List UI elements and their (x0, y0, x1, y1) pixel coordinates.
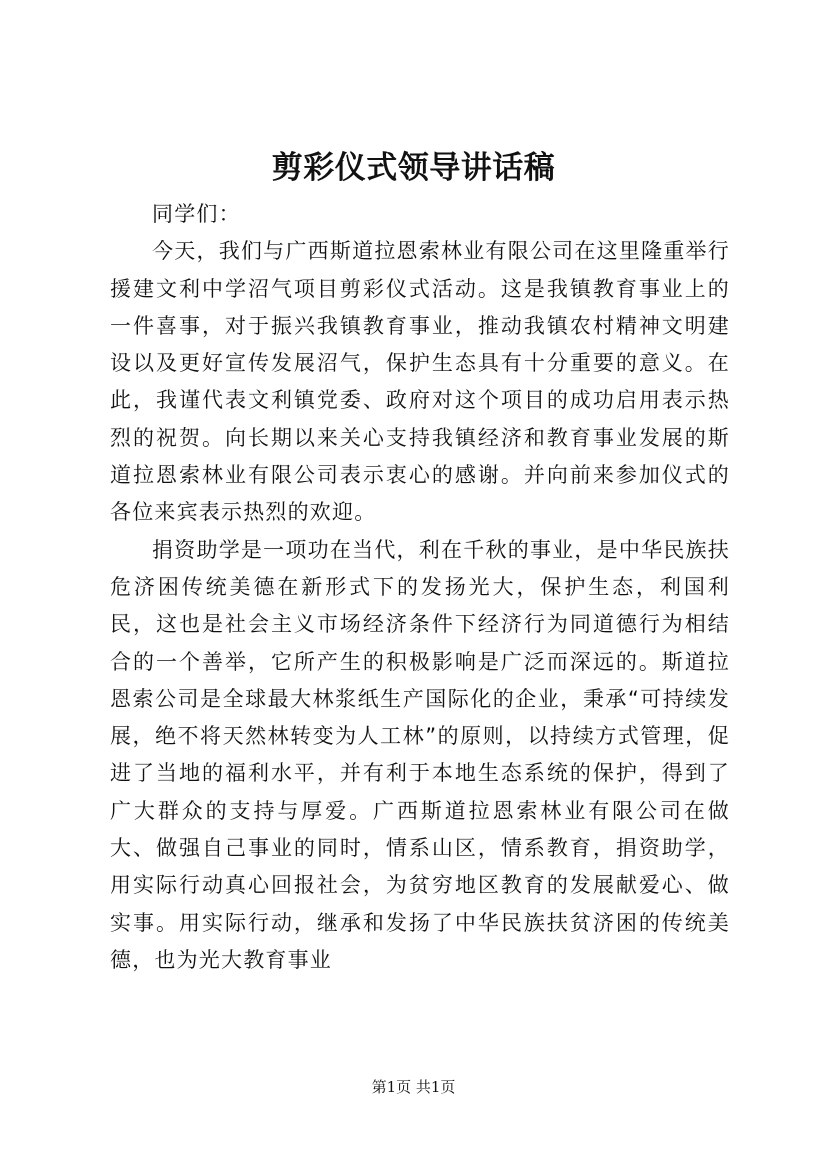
salutation: 同学们： (152, 202, 241, 226)
page-footer: 第1页 共1页 (371, 1078, 456, 1096)
paragraph-2: 捐资助学是一项功在当代，利在千秋的事业，是中华民族扶危济困传统美德在新形式下的发扬光大，保护生态，利国利民，这也是社会主义市场经济条件下经济行为同道德行为相结合的一个善举，它所产生的积极影响是广泛而深远的。斯道拉恩索公司是全球最大林浆纸生产国际化的企业，秉承“可持续发展，绝不将天然林转变为人工林”的原则，以持续方式管理，促进了当地的福利水平，并有利于本地生态系统的保护，得到了广大群众的支持与厚爱。广西斯道拉恩索林业有限公司在做大、做强自己事业的同时，情系山区，情系教育，捐资助学，用实际行动真心回报社会，为贫穷地区教育的发展献爱心、做实事。用实际行动，继承和发扬了中华民族扶贫济困的传统美德，也为光大教育事业 (110, 537, 730, 972)
document-title: 剪彩仪式领导讲话稿 (271, 150, 556, 186)
paragraph-1: 今天，我们与广西斯道拉恩索林业有限公司在这里隆重举行援建文利中学沼气项目剪彩仪式活动。这是我镇教育事业上的一件喜事，对于振兴我镇教育事业，推动我镇农村精神文明建设以及更好宣传发展沼气，保护生态具有十分重要的意义。在此，我谨代表文利镇党委、政府对这个项目的成功启用表示热烈的祝贺。向长期以来关心支持我镇经济和教育事业发展的斯道拉恩索林业有限公司表示衷心的感谢。并向前来参加仪式的各位来宾表示热烈的欢迎。 (110, 239, 730, 525)
document-body (110, 196, 730, 979)
